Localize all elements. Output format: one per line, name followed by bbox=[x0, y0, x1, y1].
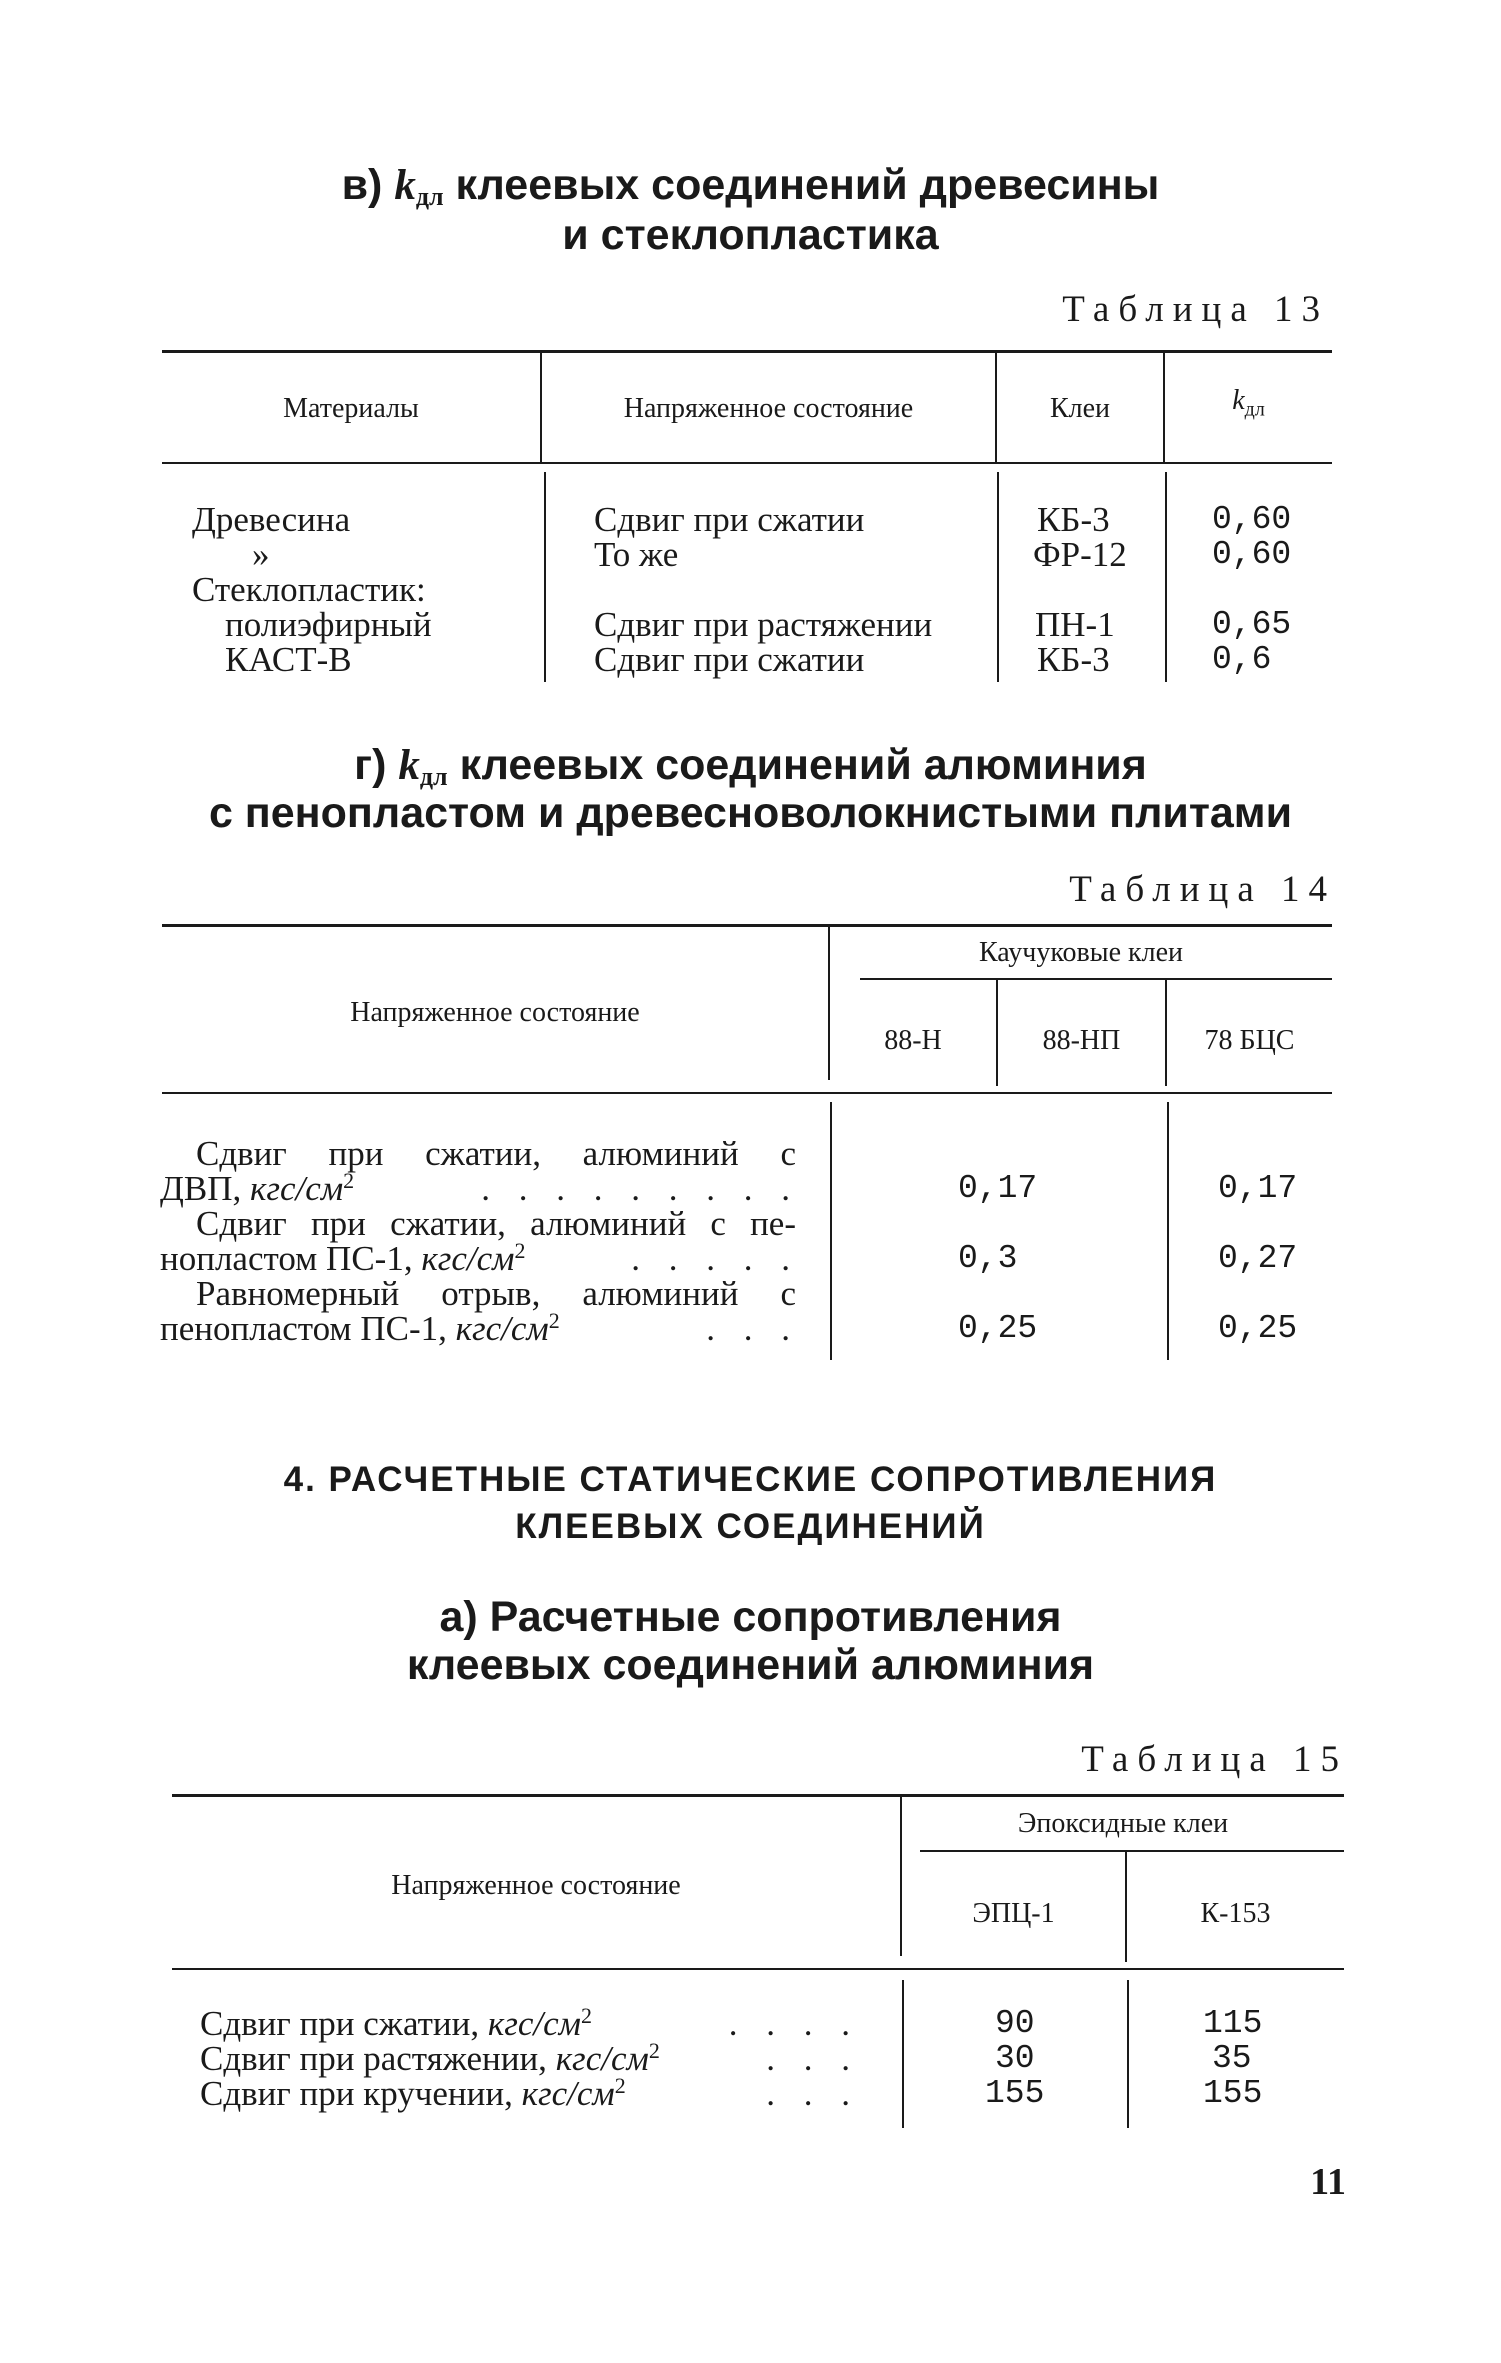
table13-row4-state: Сдвиг при растяжении bbox=[594, 605, 933, 644]
table13-caption: Таблица 13 bbox=[1062, 289, 1329, 330]
table13-row2-glue: ФР-12 bbox=[1033, 535, 1127, 574]
table15-header-group: Эпоксидные клеи bbox=[1017, 1808, 1229, 1839]
section4-title-line1: 4. РАСЧЕТНЫЕ СТАТИЧЕСКИЕ СОПРОТИВЛЕНИЯ bbox=[283, 1460, 1218, 1499]
table14-row2-line1: Сдвиг при сжатии, алюминий с пе- bbox=[196, 1204, 796, 1243]
table14-row3-line2: пенопластом ПС-1, кгс/$см^2$ . . . bbox=[160, 1308, 800, 1348]
table14-body-divider bbox=[1167, 1102, 1169, 1360]
table14-subheader-88n: 88-Н bbox=[884, 1025, 942, 1056]
table13-row3-material: Стеклопластик: bbox=[192, 570, 426, 609]
table15-row2-v2: 35 bbox=[1212, 2040, 1252, 2077]
table14-header-group: Каучуковые клеи bbox=[978, 937, 1184, 968]
table13-row1-material: Древесина bbox=[192, 500, 351, 539]
table15-subheader-k153: К-153 bbox=[1200, 1898, 1271, 1929]
table15-row3-v1: 155 bbox=[985, 2075, 1045, 2112]
table14-caption: Таблица 14 bbox=[1069, 869, 1336, 910]
table13-row5-glue: КБ-3 bbox=[1037, 640, 1110, 679]
section-g-title-line2: с пенопластом и древесноволокнистыми плитами bbox=[208, 789, 1293, 837]
table13-header-materials: Материалы bbox=[283, 393, 419, 424]
table13-row5-material: КАСТ-В bbox=[225, 640, 352, 679]
table13-row2-state: То же bbox=[594, 535, 679, 574]
table13-header-state: Напряженное состояние bbox=[623, 393, 914, 424]
table13-row1-glue: КБ-3 bbox=[1037, 500, 1110, 539]
section4-title-line2: КЛЕЕВЫХ СОЕДИНЕНИЙ bbox=[515, 1507, 986, 1546]
table13-row4-k: 0,65 bbox=[1212, 606, 1292, 643]
table14-body-divider bbox=[830, 1102, 832, 1360]
table13-header-rule bbox=[162, 462, 1332, 464]
table15-row1-v1: 90 bbox=[995, 2005, 1035, 2042]
section-a-title-line1: а) Расчетные сопротивления bbox=[439, 1593, 1062, 1641]
table14-row1-line2: ДВП, кгс/$см^2$ . . . . . . . . . bbox=[160, 1168, 800, 1208]
section-v-title-rest: клеевых соединений древесины bbox=[455, 161, 1160, 209]
table14-row2-v1: 0,3 bbox=[958, 1240, 1018, 1277]
table14-subheader-88np: 88-НП bbox=[1042, 1025, 1121, 1056]
table15-header-rule bbox=[172, 1968, 1344, 1970]
table14-subheader-78bcs: 78 БЦС bbox=[1204, 1025, 1295, 1056]
table13-row5-state: Сдвиг при сжатии bbox=[594, 640, 865, 679]
table14-row3-v3: 0,25 bbox=[1218, 1310, 1298, 1347]
table14-row3-line1: Равномерный отрыв, алюминий с bbox=[196, 1274, 796, 1313]
table14-group-rule bbox=[860, 978, 1332, 980]
table13-row1-k: 0,60 bbox=[1212, 501, 1292, 538]
table15-subheader-epc1: ЭПЦ-1 bbox=[972, 1898, 1055, 1929]
page-number: 11 bbox=[1310, 2161, 1346, 2203]
table13-top-rule bbox=[162, 350, 1332, 353]
table15-row3-state: Сдвиг при кручении, кгс/$см^2$ . . . bbox=[200, 2073, 860, 2113]
table13-row2-material: » bbox=[252, 535, 270, 574]
section-v-prefix: в) bbox=[341, 161, 383, 209]
table15-row1-v2: 115 bbox=[1203, 2005, 1263, 2042]
table15-top-rule bbox=[172, 1794, 1344, 1797]
table15-header-state: Напряженное состояние bbox=[391, 1870, 681, 1901]
table13-row4-material: полиэфирный bbox=[225, 605, 432, 644]
table14-row1-line1: Сдвиг при сжатии, алюминий с bbox=[196, 1134, 796, 1173]
table13-header-glue: Клеи bbox=[1049, 393, 1111, 424]
table13-row1-state: Сдвиг при сжатии bbox=[594, 500, 865, 539]
table13-row5-k: 0,6 bbox=[1212, 641, 1272, 678]
table15-row2-v1: 30 bbox=[995, 2040, 1035, 2077]
table15-caption: Таблица 15 bbox=[1081, 1739, 1348, 1780]
table14-row2-line2: нопластом ПС-1, кгс/$см^2$ . . . . . bbox=[160, 1238, 800, 1278]
table13-header-kdl: $k_{дл}$ bbox=[1232, 385, 1265, 421]
table14-row1-v1: 0,17 bbox=[958, 1170, 1038, 1207]
table15-body-divider bbox=[1127, 1980, 1129, 2128]
table13-body-divider bbox=[544, 472, 546, 682]
table14-row1-v3: 0,17 bbox=[1218, 1170, 1298, 1207]
table15-body-divider bbox=[902, 1980, 904, 2128]
table15-row1-state: Сдвиг при сжатии, кгс/$см^2$ . . . . bbox=[200, 2003, 860, 2043]
table14-header-rule bbox=[162, 1092, 1332, 1094]
table14-top-rule bbox=[162, 924, 1332, 927]
table15-row2-state: Сдвиг при растяжении, кгс/$см^2$ . . . bbox=[200, 2038, 860, 2078]
table14-header-state: Напряженное состояние bbox=[350, 997, 640, 1028]
k-dl-symbol: $k_{дл}$ bbox=[398, 742, 448, 791]
table15-group-rule bbox=[920, 1850, 1344, 1852]
section-g-title-rest: клеевых соединений алюминия bbox=[459, 741, 1147, 789]
table15-row3-v2: 155 bbox=[1203, 2075, 1263, 2112]
table13-row4-glue: ПН-1 bbox=[1035, 605, 1115, 644]
k-dl-symbol: $k_{дл}$ bbox=[394, 162, 444, 211]
table13-row2-k: 0,60 bbox=[1212, 536, 1292, 573]
table13-body-divider bbox=[1165, 472, 1167, 682]
table14-row3-v1: 0,25 bbox=[958, 1310, 1038, 1347]
section-g-prefix: г) bbox=[354, 741, 387, 789]
table14-row2-v3: 0,27 bbox=[1218, 1240, 1298, 1277]
section-v-title-line2: и стеклопластика bbox=[562, 211, 939, 259]
table13-body-divider bbox=[997, 472, 999, 682]
section-a-title-line2: клеевых соединений алюминия bbox=[406, 1641, 1095, 1689]
